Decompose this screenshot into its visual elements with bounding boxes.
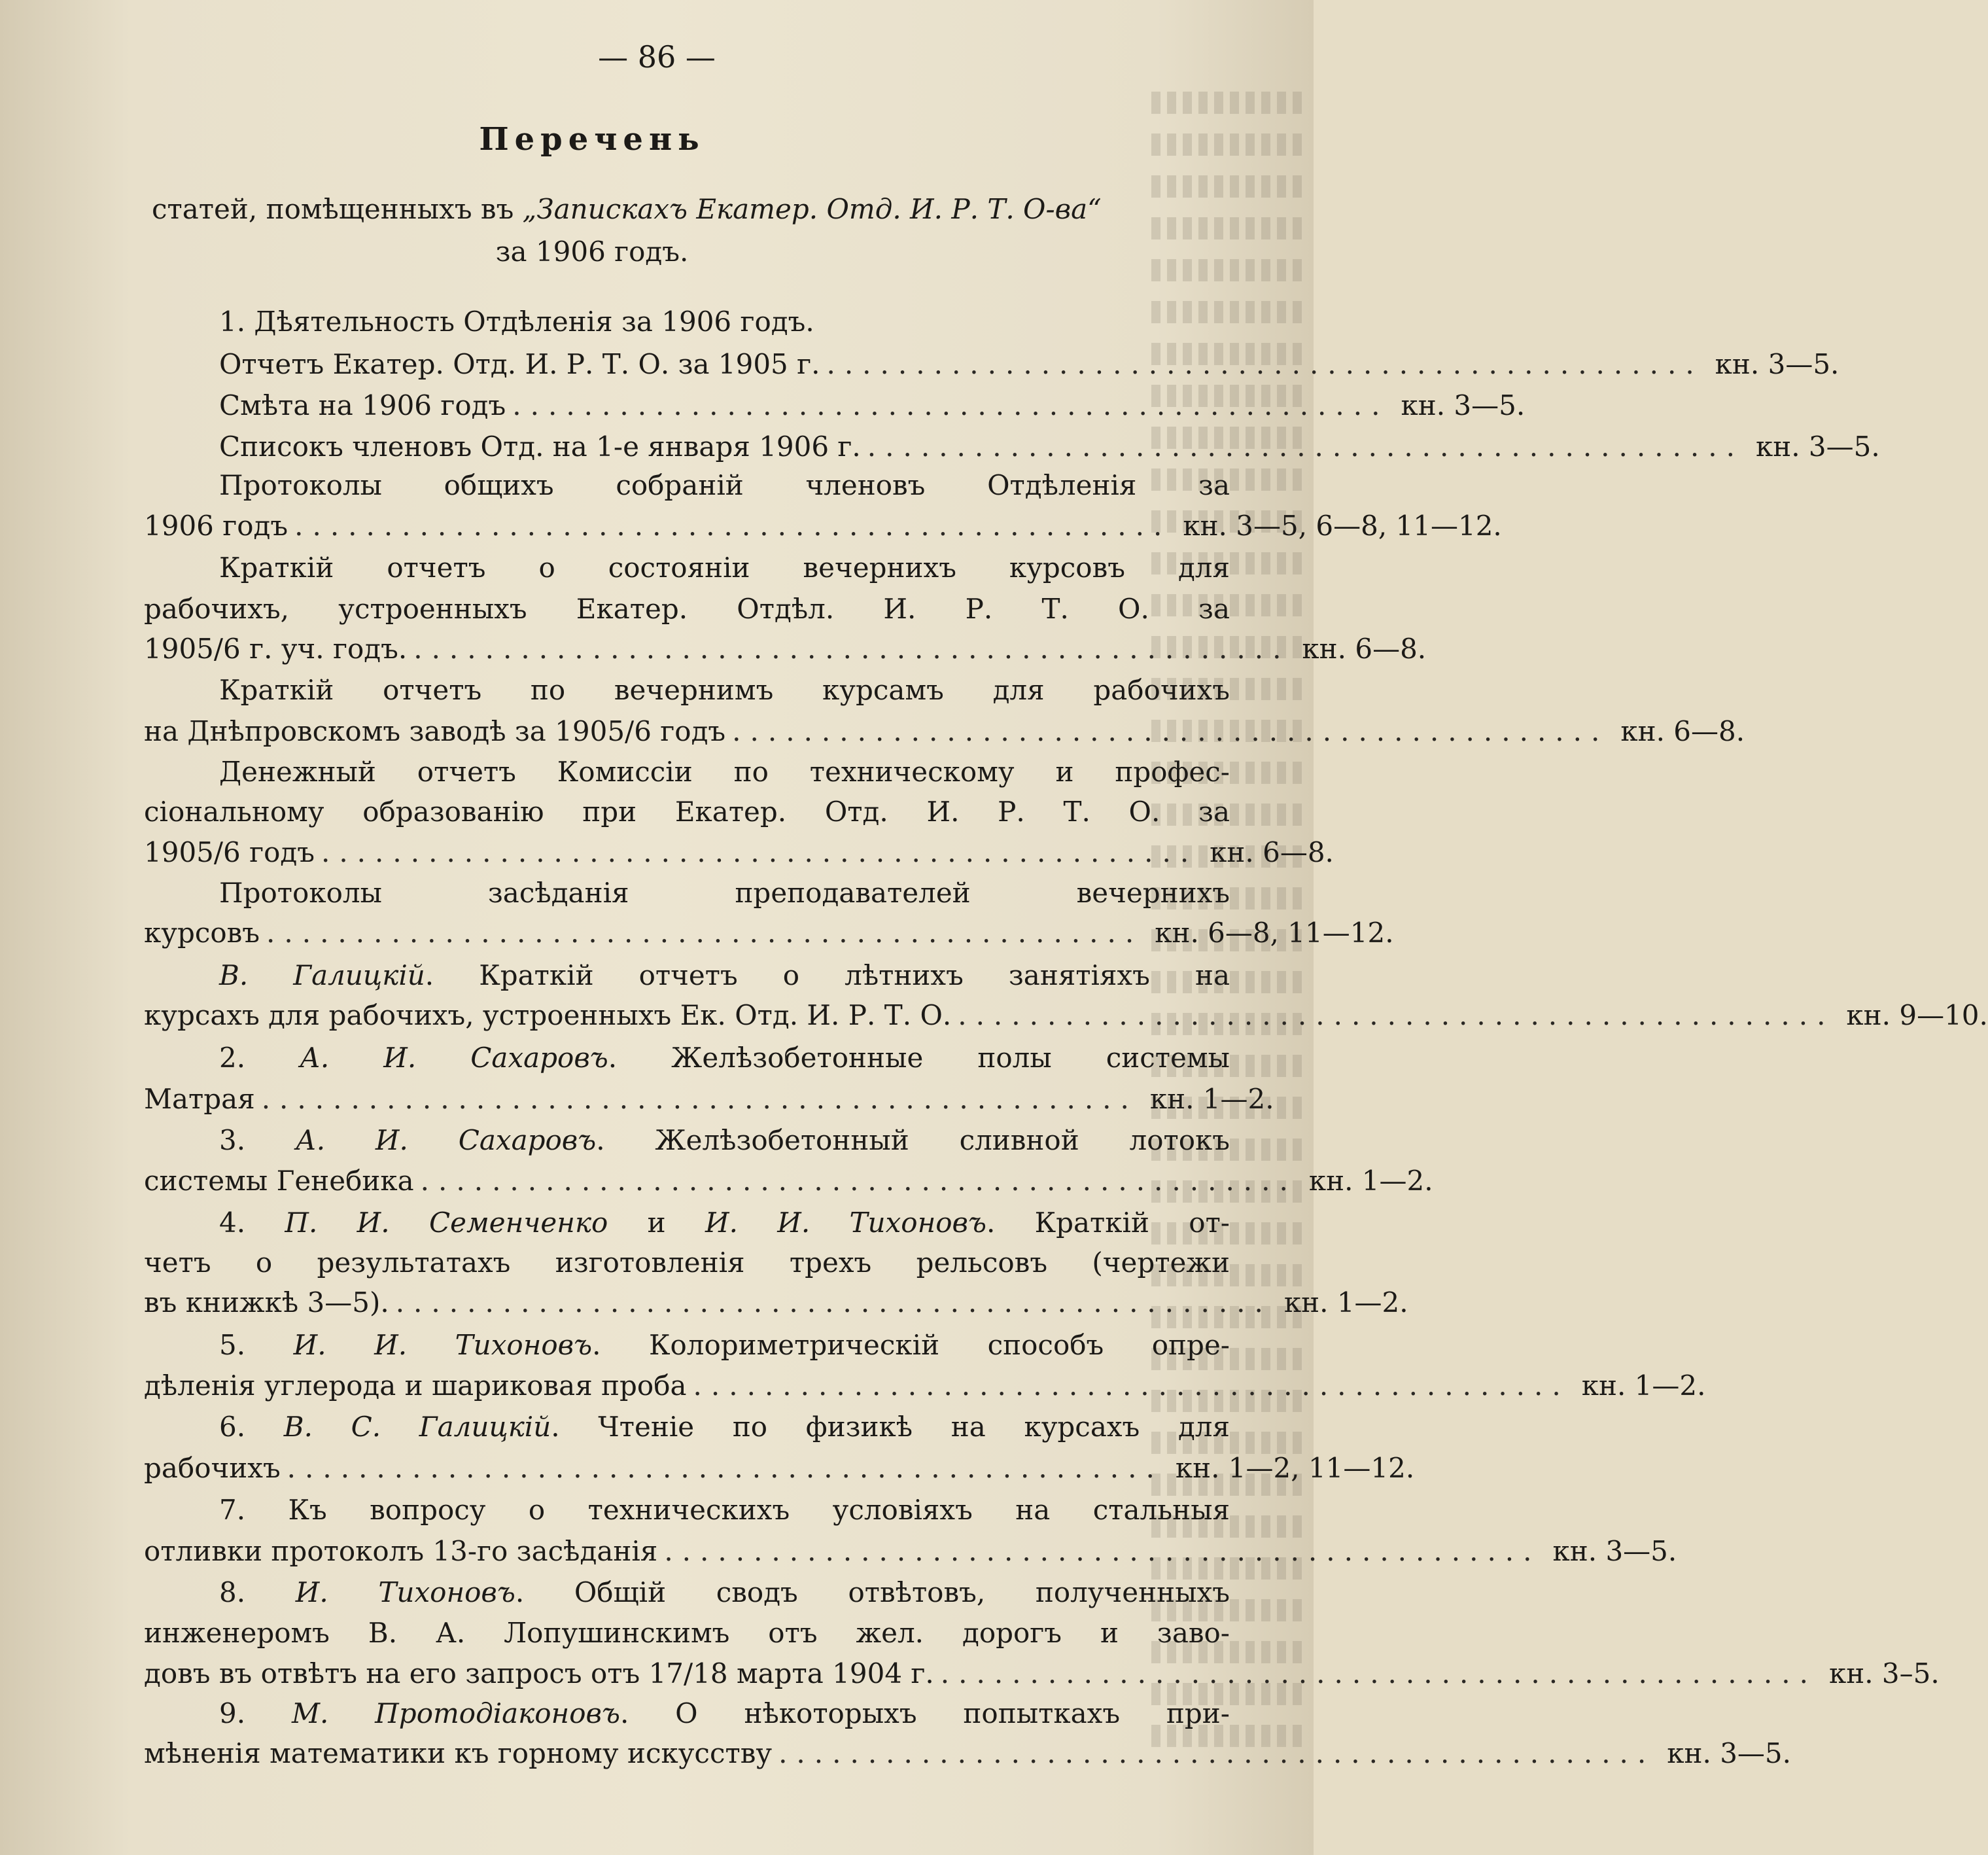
entry-title: отливки протоколъ 13-го засѣданія bbox=[144, 1535, 658, 1567]
entry-title: на Днѣпровскомъ заводѣ за 1905/6 годъ bbox=[144, 715, 726, 747]
entry-text bbox=[219, 959, 1230, 992]
page-number: — 86 — bbox=[598, 39, 716, 75]
entry-text bbox=[219, 1697, 1230, 1730]
entry-title: рабочихъ bbox=[144, 1452, 281, 1484]
entry-reference: кн. 1—2. bbox=[1283, 1286, 1408, 1318]
entry-title: сіональному образованію при Екатер. Отд. И. Р. Т. О. за bbox=[144, 796, 1230, 828]
entry-line bbox=[219, 1697, 1230, 1730]
entry-author: И. И. Тихоновъ bbox=[705, 1207, 986, 1239]
entry-reference: кн. 1—2, 11—12. bbox=[1175, 1452, 1415, 1484]
dot-leader: ................................................. bbox=[958, 999, 1835, 1031]
entry-title: системы Генебика bbox=[144, 1165, 414, 1197]
entry-text bbox=[219, 674, 1230, 707]
entry-number: 8. bbox=[219, 1576, 296, 1608]
entry-title: въ книжкѣ 3—5). bbox=[144, 1286, 389, 1318]
entry-title: . Желѣзобетонные полы системы bbox=[608, 1042, 1230, 1074]
entry-number: 6. bbox=[219, 1411, 284, 1443]
dot-leader: ................................................. bbox=[395, 1286, 1272, 1318]
entry-title: Матрая bbox=[144, 1083, 255, 1115]
entry-text bbox=[144, 1452, 281, 1485]
entry-text bbox=[144, 633, 407, 665]
entry-text bbox=[219, 1207, 1230, 1239]
entry-author: В. Галицкій bbox=[219, 959, 425, 991]
dot-leader: ................................................. bbox=[287, 1452, 1164, 1484]
entry-title: Краткій отчетъ о состояніи вечернихъ курсовъ для bbox=[219, 552, 1230, 584]
entry-text bbox=[144, 917, 260, 949]
dot-leader: ................................................. bbox=[321, 836, 1198, 868]
subtitle-journal: „Запискахъ Екатер. Отд. И. Р. Т. О-ва“ bbox=[522, 193, 1102, 225]
page-title: Перечень bbox=[479, 121, 705, 158]
entry-text bbox=[144, 1083, 255, 1116]
entry-text bbox=[219, 469, 1230, 502]
entry-author: В. С. Галицкій bbox=[283, 1411, 551, 1443]
entry-line bbox=[144, 836, 1334, 869]
entry-text bbox=[144, 1369, 687, 1402]
entry-line bbox=[219, 469, 1230, 502]
dot-leader: ................................................. bbox=[512, 389, 1389, 421]
entry-line bbox=[144, 1617, 1230, 1650]
entry-title: мѣненія математики къ горному искусству bbox=[144, 1737, 773, 1769]
entry-text bbox=[144, 593, 1230, 626]
entry-line bbox=[219, 1207, 1230, 1239]
entry-line bbox=[219, 756, 1230, 788]
entry-title: и bbox=[608, 1207, 705, 1239]
entry-line bbox=[219, 552, 1230, 584]
entry-number: 3. bbox=[219, 1124, 296, 1156]
entry-title: Протоколы засѣданія преподавателей вечернихъ bbox=[219, 877, 1230, 909]
entry-line bbox=[144, 1657, 1940, 1690]
entry-text bbox=[219, 1042, 1230, 1074]
entry-author: И. И. Тихоновъ bbox=[293, 1329, 593, 1361]
entry-title: . Краткій от- bbox=[986, 1207, 1230, 1239]
entry-text bbox=[219, 1411, 1230, 1443]
entry-text bbox=[219, 1576, 1230, 1609]
entry-title: 1905/6 годъ bbox=[144, 836, 315, 868]
entry-title: . Колориметрическій способъ опре- bbox=[592, 1329, 1230, 1361]
entry-reference: кн. 3—5, 6—8, 11—12. bbox=[1183, 510, 1502, 542]
entry-title: 1. Дѣятельность Отдѣленія за 1906 годъ. bbox=[219, 306, 814, 338]
dot-leader: ................................................. bbox=[413, 633, 1291, 665]
entry-reference: кн. 3—5. bbox=[1755, 431, 1880, 463]
entry-text bbox=[219, 306, 1230, 338]
entry-author: П. И. Семенченко bbox=[285, 1207, 608, 1239]
entry-reference: кн. 3—5. bbox=[1715, 348, 1840, 380]
entry-line bbox=[144, 917, 1394, 949]
entry-title: Денежный отчетъ Комиссіи по техническому и профес- bbox=[219, 756, 1230, 788]
entry-line bbox=[219, 1411, 1230, 1443]
entry-line bbox=[219, 1576, 1230, 1609]
entry-text bbox=[144, 1535, 657, 1568]
entry-title: инженеромъ В. А. Лопушинскимъ отъ жел. дорогъ и заво- bbox=[144, 1617, 1230, 1649]
entry-title: Списокъ членовъ Отд. на 1-е января 1906 г. bbox=[219, 431, 861, 463]
entry-text bbox=[144, 836, 315, 869]
entry-text bbox=[219, 1124, 1230, 1157]
entry-reference: кн. 1—2. bbox=[1581, 1369, 1706, 1402]
entry-line bbox=[144, 1452, 1415, 1485]
subtitle-year: за 1906 годъ. bbox=[495, 236, 689, 268]
entry-line bbox=[144, 633, 1427, 665]
entry-text bbox=[219, 389, 506, 422]
entry-title: . Общій сводъ отвѣтовъ, полученныхъ bbox=[515, 1576, 1230, 1608]
entry-reference: кн. 3—5. bbox=[1667, 1737, 1792, 1769]
dot-leader: ................................................. bbox=[261, 1083, 1138, 1115]
entry-line bbox=[144, 1535, 1677, 1568]
entry-reference: кн. 1—2. bbox=[1149, 1083, 1274, 1115]
entry-author: И. Тихоновъ bbox=[295, 1576, 515, 1608]
entry-text bbox=[219, 1494, 1230, 1527]
entry-title: четъ о результатахъ изготовленія трехъ рельсовъ (чертежи bbox=[144, 1246, 1230, 1279]
entry-line bbox=[219, 306, 1230, 338]
entry-text bbox=[144, 1246, 1230, 1279]
entry-text bbox=[219, 756, 1230, 788]
entry-text bbox=[219, 552, 1230, 584]
dot-leader: ................................................. bbox=[664, 1535, 1541, 1567]
entry-line bbox=[144, 1369, 1706, 1402]
entry-author: М. Протодіаконовъ bbox=[291, 1697, 620, 1729]
entry-line bbox=[144, 715, 1745, 748]
entry-title: 1905/6 г. уч. годъ. bbox=[144, 633, 408, 665]
entry-line bbox=[144, 999, 1988, 1032]
entry-reference: кн. 6—8. bbox=[1302, 633, 1427, 665]
entry-author: А. И. Сахаровъ bbox=[295, 1124, 597, 1156]
entry-title: . Краткій отчетъ о лѣтнихъ занятіяхъ на bbox=[425, 959, 1230, 991]
entry-number: 5. bbox=[219, 1329, 294, 1361]
dot-leader: ................................................. bbox=[420, 1165, 1297, 1197]
entry-number: 9. bbox=[219, 1697, 292, 1729]
entry-line bbox=[144, 1246, 1230, 1279]
dot-leader: ................................................. bbox=[867, 431, 1744, 463]
entry-text bbox=[144, 1737, 772, 1770]
entry-text bbox=[144, 999, 951, 1032]
entry-line bbox=[219, 1494, 1230, 1527]
entry-reference: кн. 1—2. bbox=[1308, 1165, 1433, 1197]
entry-line bbox=[219, 348, 1840, 381]
entry-title: . О нѣкоторыхъ попыткахъ при- bbox=[619, 1697, 1230, 1729]
entry-text bbox=[219, 431, 861, 463]
entry-line bbox=[219, 431, 1880, 463]
entry-reference: кн. 9—10. bbox=[1846, 999, 1988, 1031]
entry-text bbox=[144, 796, 1230, 828]
entry-line bbox=[144, 1083, 1274, 1116]
entry-title: дѣленія углерода и шариковая проба bbox=[144, 1369, 687, 1402]
entry-line bbox=[219, 389, 1526, 422]
entry-reference: кн. 6—8. bbox=[1620, 715, 1745, 747]
entry-line bbox=[144, 1286, 1408, 1319]
entry-line bbox=[144, 593, 1230, 626]
entry-line bbox=[144, 796, 1230, 828]
entry-title: . Желѣзобетонный сливной лотокъ bbox=[596, 1124, 1230, 1156]
subtitle-prefix: статей, помѣщенныхъ въ bbox=[152, 193, 523, 225]
dot-leader: ................................................. bbox=[778, 1737, 1656, 1769]
entry-reference: кн. 6—8, 11—12. bbox=[1155, 917, 1394, 949]
entry-title: . Чтеніе по физикѣ на курсахъ для bbox=[551, 1411, 1230, 1443]
entry-text bbox=[144, 1165, 414, 1197]
dot-leader: ................................................. bbox=[266, 917, 1143, 949]
entry-text bbox=[144, 715, 725, 748]
entry-title: рабочихъ, устроенныхъ Екатер. Отдѣл. И. Р. Т. О. за bbox=[144, 593, 1230, 625]
entry-reference: кн. 3—5. bbox=[1552, 1535, 1677, 1567]
entry-title: Смѣта на 1906 годъ bbox=[219, 389, 506, 421]
entry-line bbox=[219, 674, 1230, 707]
entry-number: 4. bbox=[219, 1207, 285, 1239]
entry-text bbox=[219, 348, 820, 381]
entry-line bbox=[144, 510, 1502, 542]
entry-line bbox=[219, 1042, 1230, 1074]
dot-leader: ................................................. bbox=[693, 1369, 1570, 1402]
entry-title: курсахъ для рабочихъ, устроенныхъ Ек. Отд. И. Р. Т. О. bbox=[144, 999, 952, 1031]
entry-reference: кн. 6—8. bbox=[1210, 836, 1334, 868]
entry-number: 2. bbox=[219, 1042, 300, 1074]
entry-line bbox=[144, 1165, 1433, 1197]
entry-title: довъ въ отвѣтъ на его запросъ отъ 17/18 марта 1904 г. bbox=[144, 1657, 934, 1689]
entry-line bbox=[144, 1737, 1792, 1770]
entry-text bbox=[144, 1617, 1230, 1650]
entry-title: Протоколы общихъ собраній членовъ Отдѣленія за bbox=[219, 469, 1230, 501]
subtitle bbox=[152, 193, 1102, 225]
entry-text bbox=[144, 1286, 389, 1319]
entry-line bbox=[219, 1124, 1230, 1157]
dot-leader: ................................................. bbox=[826, 348, 1703, 380]
dot-leader: ................................................. bbox=[940, 1657, 1817, 1689]
entry-reference: кн. 3–5. bbox=[1828, 1657, 1940, 1689]
entry-text bbox=[219, 1329, 1230, 1362]
dot-leader: ................................................. bbox=[732, 715, 1609, 747]
entry-author: А. И. Сахаровъ bbox=[300, 1042, 608, 1074]
dot-leader: ................................................. bbox=[294, 510, 1172, 542]
entry-title: 7. Къ вопросу о техническихъ условіяхъ на стальныя bbox=[219, 1494, 1230, 1526]
entry-line bbox=[219, 959, 1230, 992]
entry-title: Отчетъ Екатер. Отд. И. Р. Т. О. за 1905 г. bbox=[219, 348, 820, 380]
entry-title: Краткій отчетъ по вечернимъ курсамъ для рабочихъ bbox=[219, 674, 1230, 706]
entry-title: 1906 годъ bbox=[144, 510, 288, 542]
entry-text bbox=[144, 510, 288, 542]
entry-text bbox=[144, 1657, 934, 1690]
entry-line bbox=[219, 877, 1230, 910]
entry-title: курсовъ bbox=[144, 917, 260, 949]
entry-reference: кн. 3—5. bbox=[1401, 389, 1526, 421]
entry-text bbox=[219, 877, 1230, 910]
entry-line bbox=[219, 1329, 1230, 1362]
